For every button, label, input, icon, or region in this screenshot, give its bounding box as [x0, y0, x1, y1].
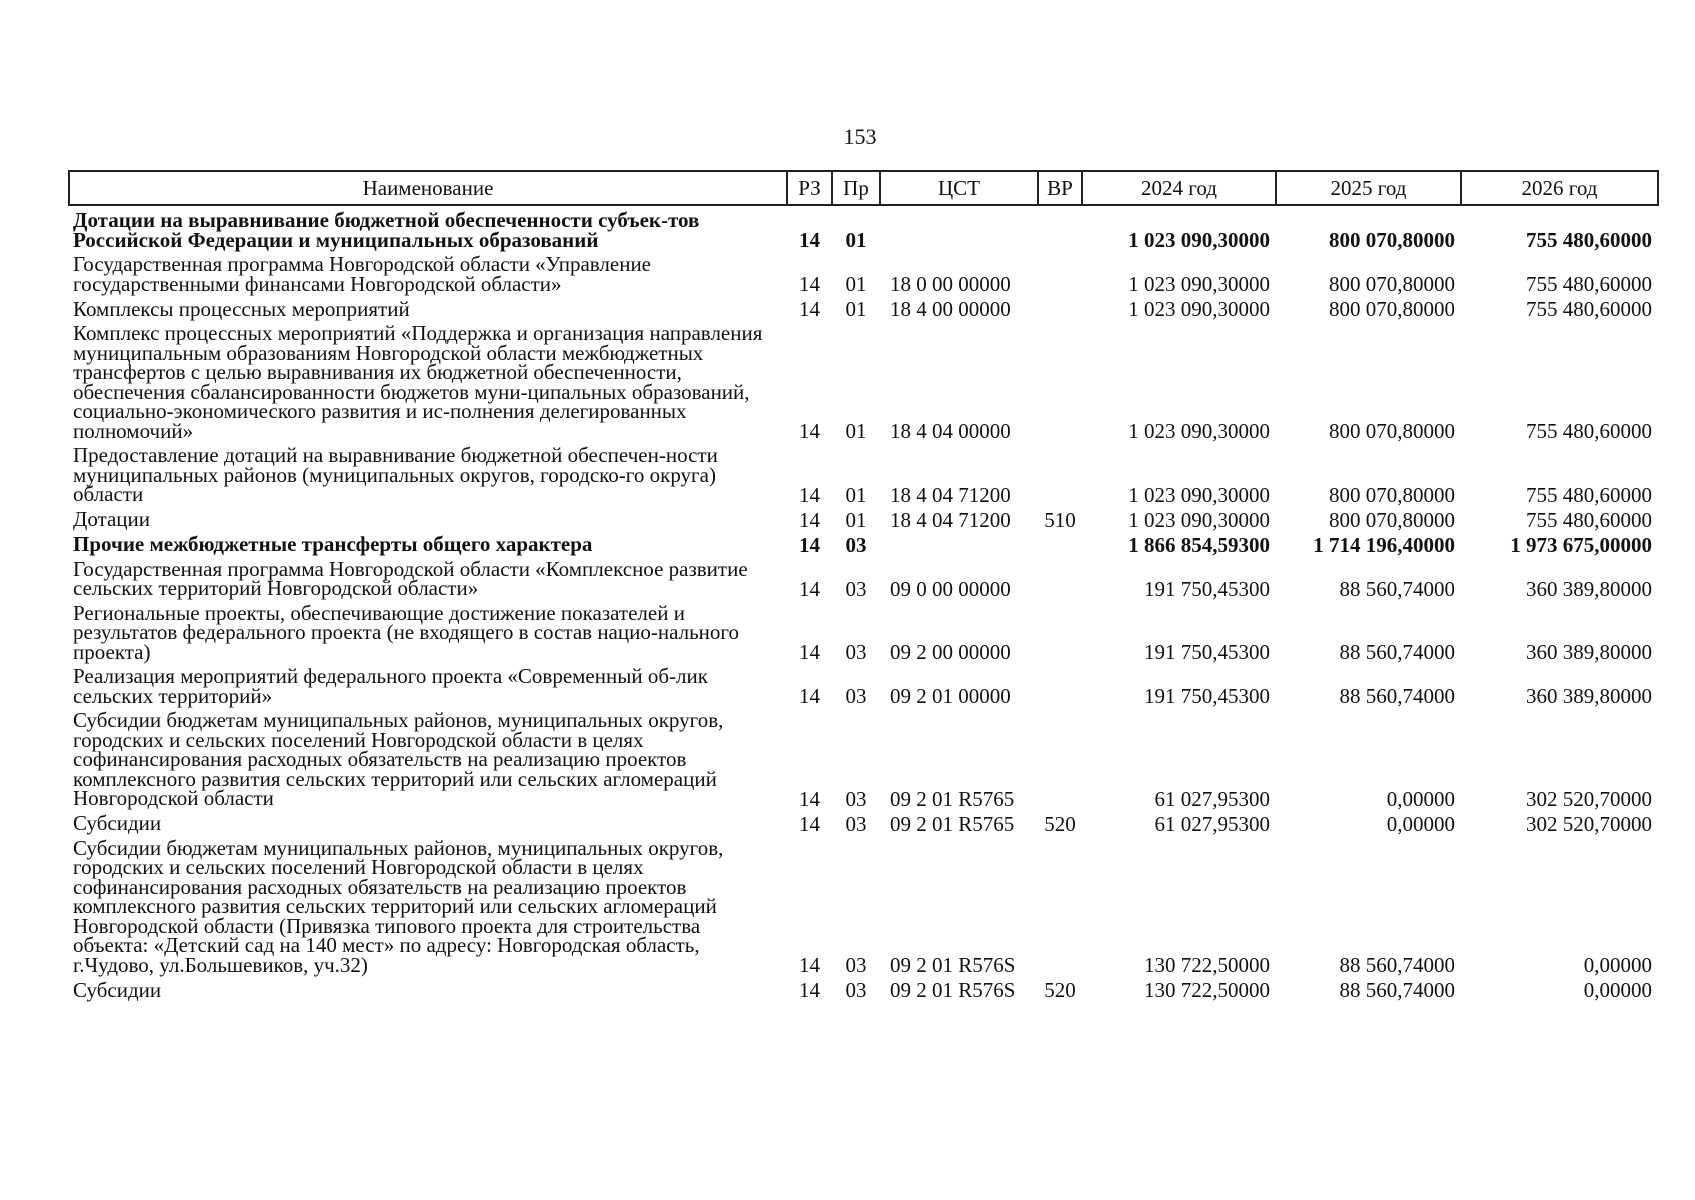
row-2024: 61 027,95300 — [1154, 786, 1270, 811]
row-pr: 03 — [845, 640, 867, 664]
header-rz: РЗ — [787, 171, 832, 205]
row-name: Субсидии бюджетам муниципальных районов, муниципальных округов, городских и сельских поселений Новгородской области в целях софинансирования расходных обязательств на реализацию проектов комплексного развития сельских территорий или сельских агломераций Новгородской области (Привязка типового проекта для строительства объекта: «Детский сад на 140 мест» по адресу: Новгородская область, г.Чудово, ул.Большевиков, уч.32) — [73, 835, 724, 977]
row-pr: 03 — [845, 953, 867, 977]
table-row — [69, 710, 1658, 813]
row-rz: 14 — [799, 482, 820, 507]
row-name: Субсидии — [73, 811, 162, 835]
row-rz: 14 — [799, 640, 820, 664]
header-2026: 2026 год — [1461, 171, 1658, 205]
row-name: Реализация мероприятий федерального проекта «Современный об-лик сельских территорий» — [73, 664, 708, 708]
row-2025: 0,00000 — [1386, 811, 1455, 836]
table-row — [69, 979, 1658, 1004]
row-vr — [1038, 838, 1082, 980]
row-vr: 520 — [1044, 811, 1076, 836]
row-2024: 1 866 854,59300 — [1128, 532, 1270, 557]
row-2025: 800 070,80000 — [1329, 419, 1455, 443]
row-2025: 800 070,80000 — [1329, 507, 1455, 532]
row-2024: 130 722,50000 — [1144, 978, 1270, 1002]
row-2024: 1 023 090,30000 — [1128, 272, 1270, 296]
row-2025: 800 070,80000 — [1329, 272, 1455, 296]
table-header-row — [69, 171, 1658, 205]
row-vr — [1038, 559, 1082, 603]
row-vr — [1038, 445, 1082, 509]
row-cst: 09 2 01 R576S — [890, 953, 1016, 977]
row-2025: 88 560,74000 — [1339, 978, 1455, 1002]
row-2025: 88 560,74000 — [1339, 953, 1455, 977]
header-2024: 2024 год — [1082, 171, 1276, 205]
row-vr — [1038, 298, 1082, 323]
row-rz: 14 — [799, 419, 820, 443]
row-2024: 191 750,45300 — [1144, 684, 1270, 708]
row-2025: 800 070,80000 — [1329, 297, 1455, 321]
row-name: Субсидии — [73, 977, 162, 1002]
row-2026: 360 389,80000 — [1526, 684, 1652, 708]
row-2026: 755 480,60000 — [1526, 419, 1652, 443]
row-pr: 03 — [845, 786, 867, 811]
row-pr: 01 — [845, 507, 867, 532]
row-2026: 0,00000 — [1583, 953, 1652, 977]
row-name: Прочие межбюджетные трансферты общего характера — [73, 532, 593, 556]
row-pr: 01 — [845, 297, 867, 321]
table-row — [69, 534, 1658, 559]
table-row — [69, 666, 1658, 710]
row-2026: 755 480,60000 — [1526, 507, 1652, 532]
row-pr: 03 — [845, 576, 867, 601]
row-vr — [1038, 205, 1082, 254]
row-2026: 0,00000 — [1583, 978, 1652, 1002]
row-pr: 01 — [845, 419, 867, 443]
row-2025: 88 560,74000 — [1339, 640, 1455, 664]
row-cst: 18 4 04 71200 — [890, 482, 1011, 507]
row-vr — [1038, 603, 1082, 667]
table-row — [69, 323, 1658, 445]
row-rz: 14 — [799, 228, 820, 252]
row-vr: 510 — [1044, 507, 1076, 532]
row-rz: 14 — [799, 297, 820, 321]
row-name: Государственная программа Новгородской области «Комплексное развитие сельских территорий Новгородской области» — [73, 556, 748, 600]
row-2026: 755 480,60000 — [1526, 272, 1652, 296]
row-pr: 01 — [845, 272, 867, 296]
row-cst — [880, 534, 1038, 559]
row-cst: 09 2 01 00000 — [890, 684, 1011, 708]
row-rz: 14 — [799, 507, 820, 532]
row-2025: 0,00000 — [1386, 786, 1455, 811]
row-2026: 360 389,80000 — [1526, 640, 1652, 664]
row-2026: 755 480,60000 — [1526, 297, 1652, 321]
row-2024: 1 023 090,30000 — [1128, 419, 1270, 443]
row-name: Дотации на выравнивание бюджетной обеспеченности субъек-тов Российской Федерации и муниципальных образований — [73, 208, 700, 252]
row-2025: 1 714 196,40000 — [1313, 532, 1455, 557]
row-vr — [1038, 254, 1082, 298]
row-rz: 14 — [799, 532, 820, 557]
row-pr: 01 — [845, 228, 867, 252]
budget-table — [68, 170, 1659, 1004]
row-vr — [1038, 323, 1082, 445]
table-row — [69, 509, 1658, 534]
row-cst: 09 2 01 R5765 — [890, 786, 1015, 811]
row-rz: 14 — [799, 978, 820, 1002]
row-pr: 03 — [845, 811, 867, 836]
header-name: Наименование — [69, 171, 787, 205]
row-cst: 18 0 00 00000 — [890, 272, 1011, 296]
header-cst: ЦСТ — [880, 171, 1038, 205]
table-row — [69, 254, 1658, 298]
row-rz: 14 — [799, 953, 820, 977]
row-2026: 302 520,70000 — [1526, 811, 1652, 836]
row-2026: 755 480,60000 — [1526, 482, 1652, 507]
row-cst: 09 2 01 R576S — [890, 978, 1016, 1002]
row-2024: 1 023 090,30000 — [1128, 482, 1270, 507]
table-row — [69, 205, 1658, 254]
row-2024: 130 722,50000 — [1144, 953, 1270, 977]
header-vr: ВР — [1038, 171, 1082, 205]
row-2024: 1 023 090,30000 — [1128, 228, 1270, 252]
row-2024: 1 023 090,30000 — [1128, 507, 1270, 532]
row-vr — [1038, 710, 1082, 813]
row-2025: 88 560,74000 — [1339, 576, 1455, 601]
row-name: Комплексы процессных мероприятий — [73, 296, 410, 321]
row-pr: 01 — [845, 482, 867, 507]
row-vr: 520 — [1044, 978, 1076, 1002]
page-number: 153 — [843, 124, 877, 149]
row-rz: 14 — [799, 811, 820, 836]
row-name: Государственная программа Новгородской области «Управление государственными финансами Новгородской области» — [73, 252, 652, 296]
row-name: Предоставление дотаций на выравнивание бюджетной обеспечен-ности муниципальных районов (муниципальных округов, городско-го округа) области — [73, 443, 718, 506]
row-pr: 03 — [845, 684, 867, 708]
row-name: Субсидии бюджетам муниципальных районов, муниципальных округов, городских и сельских поселений Новгородской области в целях софинансирования расходных обязательств на реализацию проектов комплексного развития сельских территорий или сельских агломераций Новгородской области — [73, 708, 724, 810]
row-name: Региональные проекты, обеспечивающие достижение показателей и результатов федерального проекта (не входящего в состав нацио-нального проекта) — [73, 600, 739, 664]
table-row — [69, 559, 1658, 603]
row-cst: 18 4 04 00000 — [890, 419, 1011, 443]
row-vr — [1038, 666, 1082, 710]
row-2025: 800 070,80000 — [1329, 228, 1455, 252]
row-name: Дотации — [73, 507, 151, 531]
table-row — [69, 603, 1658, 667]
row-pr: 03 — [845, 532, 867, 557]
row-name: Комплекс процессных мероприятий «Поддержка и организация направления муниципальным образованиям Новгородской области межбюджетных трансфертов с целью выравнивания их бюджетной обеспеченности, обеспечения сбалансированности бюджетов муни-ципальных образований, социально-экономического развития и ис-полнения делегированных полномочий» — [73, 321, 763, 443]
row-cst — [880, 205, 1038, 254]
row-2025: 88 560,74000 — [1339, 684, 1455, 708]
row-pr: 03 — [845, 978, 867, 1002]
row-2026: 755 480,60000 — [1526, 228, 1652, 252]
row-2026: 302 520,70000 — [1526, 786, 1652, 811]
row-rz: 14 — [799, 684, 820, 708]
row-2026: 360 389,80000 — [1526, 576, 1652, 601]
row-2024: 61 027,95300 — [1154, 811, 1270, 836]
row-cst: 09 0 00 00000 — [890, 576, 1011, 601]
row-rz: 14 — [799, 576, 820, 601]
row-2024: 1 023 090,30000 — [1128, 297, 1270, 321]
header-pr: Пр — [832, 171, 880, 205]
table-row — [69, 813, 1658, 838]
row-vr — [1038, 534, 1082, 559]
table-row — [69, 445, 1658, 509]
row-cst: 18 4 00 00000 — [890, 297, 1011, 321]
row-rz: 14 — [799, 272, 820, 296]
row-2024: 191 750,45300 — [1144, 576, 1270, 601]
row-cst: 09 2 00 00000 — [890, 640, 1011, 664]
row-cst: 09 2 01 R5765 — [890, 811, 1015, 836]
row-2024: 191 750,45300 — [1144, 640, 1270, 664]
row-2025: 800 070,80000 — [1329, 482, 1455, 507]
header-2025: 2025 год — [1276, 171, 1461, 205]
table-row — [69, 838, 1658, 980]
table-row — [69, 298, 1658, 323]
row-rz: 14 — [799, 786, 820, 811]
row-cst: 18 4 04 71200 — [890, 507, 1011, 532]
row-2026: 1 973 675,00000 — [1510, 532, 1652, 557]
